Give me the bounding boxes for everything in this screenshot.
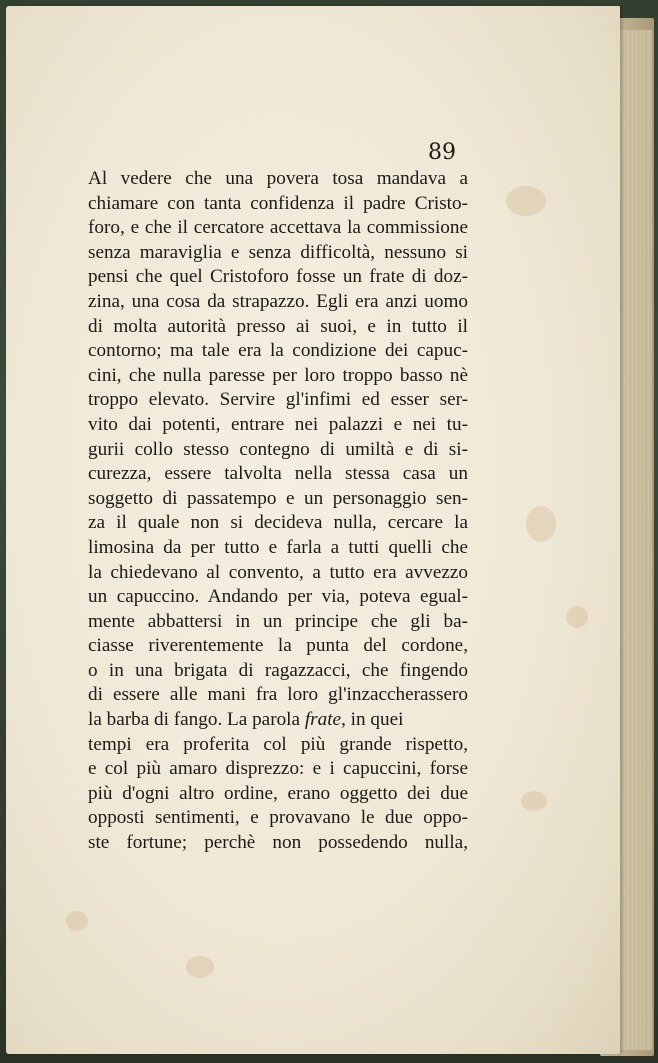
text-line: ste fortune; perchè non possedendo nulla, (88, 832, 468, 854)
text-line: opposti sentimenti, e provavano le due oppo- (88, 807, 468, 829)
paper-stain (186, 956, 214, 978)
text-line: più d'ogni altro ordine, erano oggetto dei due (88, 782, 468, 804)
text-line: limosina da per tutto e farla a tutti quelli che (88, 536, 468, 558)
text-line: tempi era proferita col più grande rispetto, (88, 733, 468, 755)
text-fragment: la barba di fango. La parola (88, 709, 301, 731)
text-line: o in una brigata di ragazzacci, che fingendo (88, 659, 468, 681)
text-line: e col più amaro disprezzo: e i capuccini, forse (88, 758, 468, 780)
text-line: la chiedevano al convento, a tutto era avvezzo (88, 561, 468, 583)
text-line: mente abbattersi in un principe che gli ba- (88, 610, 468, 632)
text-line: foro, e che il cercatore accettava la commissione (88, 217, 468, 239)
text-line: pensi che quel Cristoforo fosse un frate di doz- (88, 266, 468, 288)
text-line: za il quale non si decideva nulla, cercare la (88, 512, 468, 534)
text-line: ciasse riverentemente la punta del cordone, (88, 635, 468, 657)
text-line: vito dai potenti, entrare nei palazzi e nei tu- (88, 413, 468, 435)
text-line: di essere alle mani fra loro gl'inzaccherassero (88, 684, 468, 706)
paper-stain (526, 506, 556, 542)
text-line: chiamare con tanta confidenza il padre Cristo- (88, 192, 468, 214)
text-line: curezza, essere talvolta nella stessa casa un (88, 463, 468, 485)
page-number: 89 (428, 140, 456, 165)
paper-stain (66, 911, 88, 931)
italic-word: frate (304, 709, 342, 731)
text-line: di molta autorità presso ai suoi, e in tutto il (88, 315, 468, 337)
text-line: gurii collo stesso contegno di umiltà e di si- (88, 438, 468, 460)
text-line: contorno; ma tale era la condizione dei capuc- (88, 340, 468, 362)
text-line: senza maraviglia e senza difficoltà, nessuno si (88, 241, 468, 263)
paper-stain (521, 791, 547, 811)
paper-stain (506, 186, 546, 216)
text-line: zina, una cosa da strapazzo. Egli era anzi uomo (88, 290, 468, 312)
body-text (88, 167, 468, 856)
text-line-with-italic (88, 708, 468, 733)
paper-stain (566, 606, 588, 628)
text-line: soggetto di passatempo e un personaggio sen- (88, 487, 468, 509)
text-line: un capuccino. Andando per via, poteva egual- (88, 586, 468, 608)
text-fragment: , in quei (341, 709, 404, 731)
text-line: cini, che nulla paresse per loro troppo basso nè (88, 364, 468, 386)
text-line: Al vedere che una povera tosa mandava a (88, 168, 468, 189)
text-line: troppo elevato. Servire gl'infimi ed esser ser- (88, 389, 468, 411)
